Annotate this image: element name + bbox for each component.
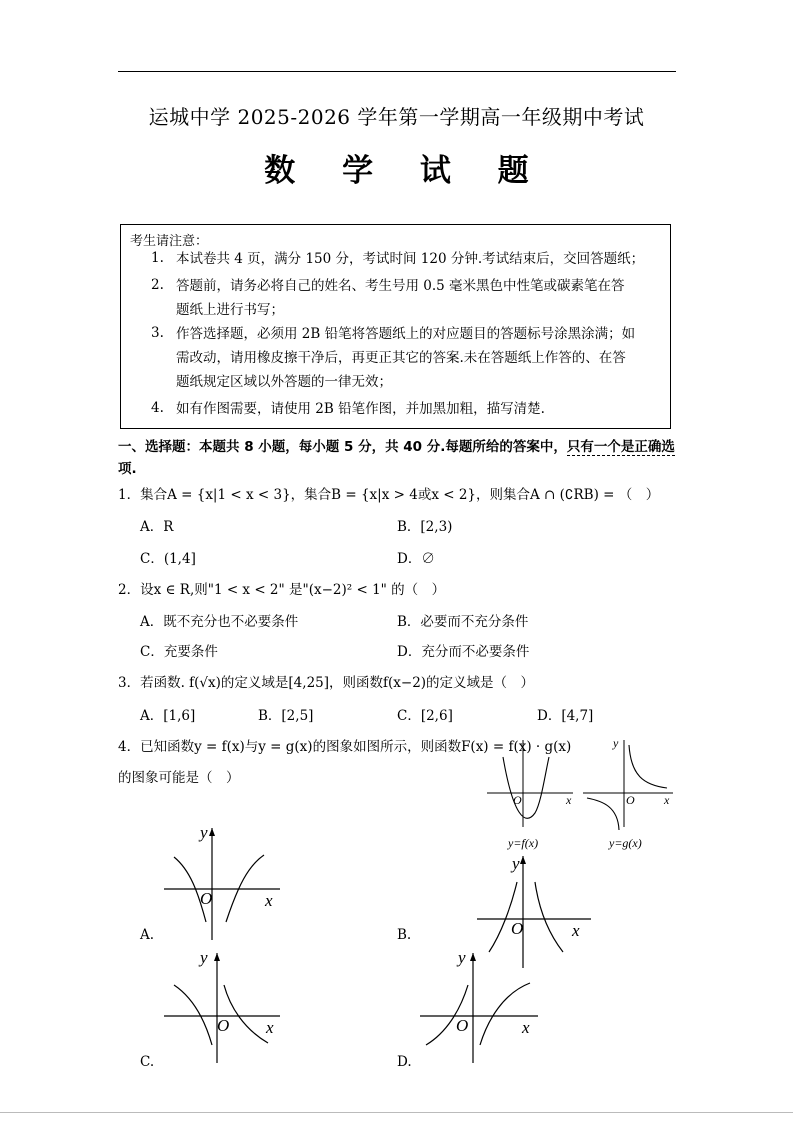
question-1-stem: 1．集合A = {x|1 < x < 3}，集合B = {x|x > 4或x < 2}，则集合A ∩ (∁RB) = （ ） [118,487,660,503]
graph-g-origin: O [626,793,635,807]
graph-b-curve-left [489,882,517,952]
question-3-option-d[interactable]: D．[4,7] [537,708,594,724]
notice-item-line: 作答选择题，必须用 2B 铅笔将答题纸上的对应题目的答题标号涂黑涂满；如 [176,326,636,342]
notice-item-number: 1. [151,250,164,266]
graph-c-origin: O [217,1016,230,1035]
graph-f-curve [503,757,549,818]
graph-f-caption: y=f(x) [508,836,539,850]
question-3-option-c[interactable]: C．[2,6] [397,708,453,724]
graph-d-y-label: y [458,948,466,967]
graph-a-y-label: y [200,823,208,842]
question-2-option-b[interactable]: B．必要而不充分条件 [397,614,529,630]
notice-item-number: 3. [151,325,164,341]
section-heading [118,436,678,480]
question-1-option-a[interactable]: A．R [140,519,174,535]
exam-title: 数 学 试 题 [264,153,547,189]
graph-d-curve-left [426,985,468,1045]
question-1-option-b[interactable]: B．[2,3) [397,519,453,535]
top-rule [118,71,676,72]
graph-d-origin: O [456,1016,469,1035]
graph-b-x-label: x [572,921,580,940]
graph-g-caption: y=g(x) [609,836,642,850]
graph-f-origin: O [513,793,522,807]
question-2-option-d[interactable]: D．充分而不必要条件 [397,644,530,660]
notice-heading: 考生请注意： [130,234,209,249]
question-4-reference-graphs [483,735,678,855]
question-1-option-c[interactable]: C．(1,4] [140,551,196,567]
graph-g-curve-left [587,798,619,830]
notice-item-number: 4. [151,400,164,416]
question-3-stem: 3．若函数. f(√x)的定义域是[4,25]，则函数f(x−2)的定义域是（ ） [118,675,535,691]
graph-c-curve-right [224,985,268,1043]
question-4-option-c-graph[interactable] [160,947,282,1065]
graph-c-curve-left [174,985,212,1045]
question-3-option-b[interactable]: B．[2,5] [258,708,314,724]
notice-item-line: 需改动，请用橡皮擦干净后，再更正其它的答案.未在答题纸上作答的、在答 [176,350,626,366]
graph-g [583,736,673,850]
question-4-stem: 4．已知函数y = f(x)与y = g(x)的图象如图所示，则函数F(x) = f(x) · g(x) [118,739,572,755]
graph-d-y-arrow [470,953,476,961]
notice-item-line: 如有作图需要，请使用 2B 铅笔作图，并加黑加粗，描写清楚. [176,401,545,417]
graph-g-x-label: x [664,793,670,807]
notice-item-number: 2. [151,277,164,293]
notice-item-line: 题纸规定区域以外答题的一律无效； [176,374,392,390]
question-4-option-b-label[interactable]: B. [397,927,412,943]
question-3-option-a[interactable]: A．[1,6] [140,708,196,724]
question-1-option-d[interactable]: D．∅ [397,551,435,567]
question-4-option-a-label[interactable]: A. [140,927,155,943]
question-4-option-d-label[interactable]: D. [397,1054,412,1070]
graph-b-curve-right [535,882,563,952]
section-heading-text-end: 项. [118,461,137,477]
graph-f [487,740,573,850]
question-4-option-c-label[interactable]: C. [140,1054,155,1070]
notice-item-line: 本试卷共 4 页，满分 150 分，考试时间 120 分钟.考试结束后，交回答题纸； [176,251,645,267]
question-4-option-d-graph[interactable] [418,947,540,1065]
question-2-option-a[interactable]: A．既不充分也不必要条件 [140,614,299,630]
graph-d-x-label: x [522,1018,530,1037]
notice-item-line: 题纸上进行书写； [176,302,284,318]
graph-c-y-label: y [200,948,208,967]
graph-g-curve-right [629,745,667,788]
question-2-option-c[interactable]: C．充要条件 [140,644,218,660]
bottom-rule [0,1112,793,1113]
notice-item-line: 答题前，请务必将自己的姓名、考生号用 0.5 毫米黑色中性笔或碳素笔在答 [176,278,625,294]
question-4-stem-line2: 的图象可能是（ ） [118,770,240,786]
graph-g-y-label: y [613,736,619,750]
section-heading-underlined: 只有一个是正确选 [566,439,675,455]
graph-a-y-arrow [209,828,215,836]
graph-c-y-arrow [214,953,220,961]
graph-b-y-arrow [520,856,526,864]
graph-b-origin: O [511,919,524,938]
question-4-option-a-graph[interactable] [160,822,282,942]
graph-f-x-label: x [566,793,572,807]
graph-c-x-label: x [266,1018,274,1037]
question-2-stem: 2．设x ∈ R,则"1 < x < 2" 是"(x−2)² < 1" 的（ ） [118,582,446,598]
section-heading-text: 一、选择题：本题共 8 小题，每小题 5 分，共 40 分.每题所给的答案中， [118,439,567,455]
exam-subtitle: 运城中学 2025-2026 学年第一学期高一年级期中考试 [148,105,645,129]
graph-b-y-label: y [512,854,520,873]
graph-a-origin: O [200,889,213,908]
graph-a-x-label: x [265,891,273,910]
